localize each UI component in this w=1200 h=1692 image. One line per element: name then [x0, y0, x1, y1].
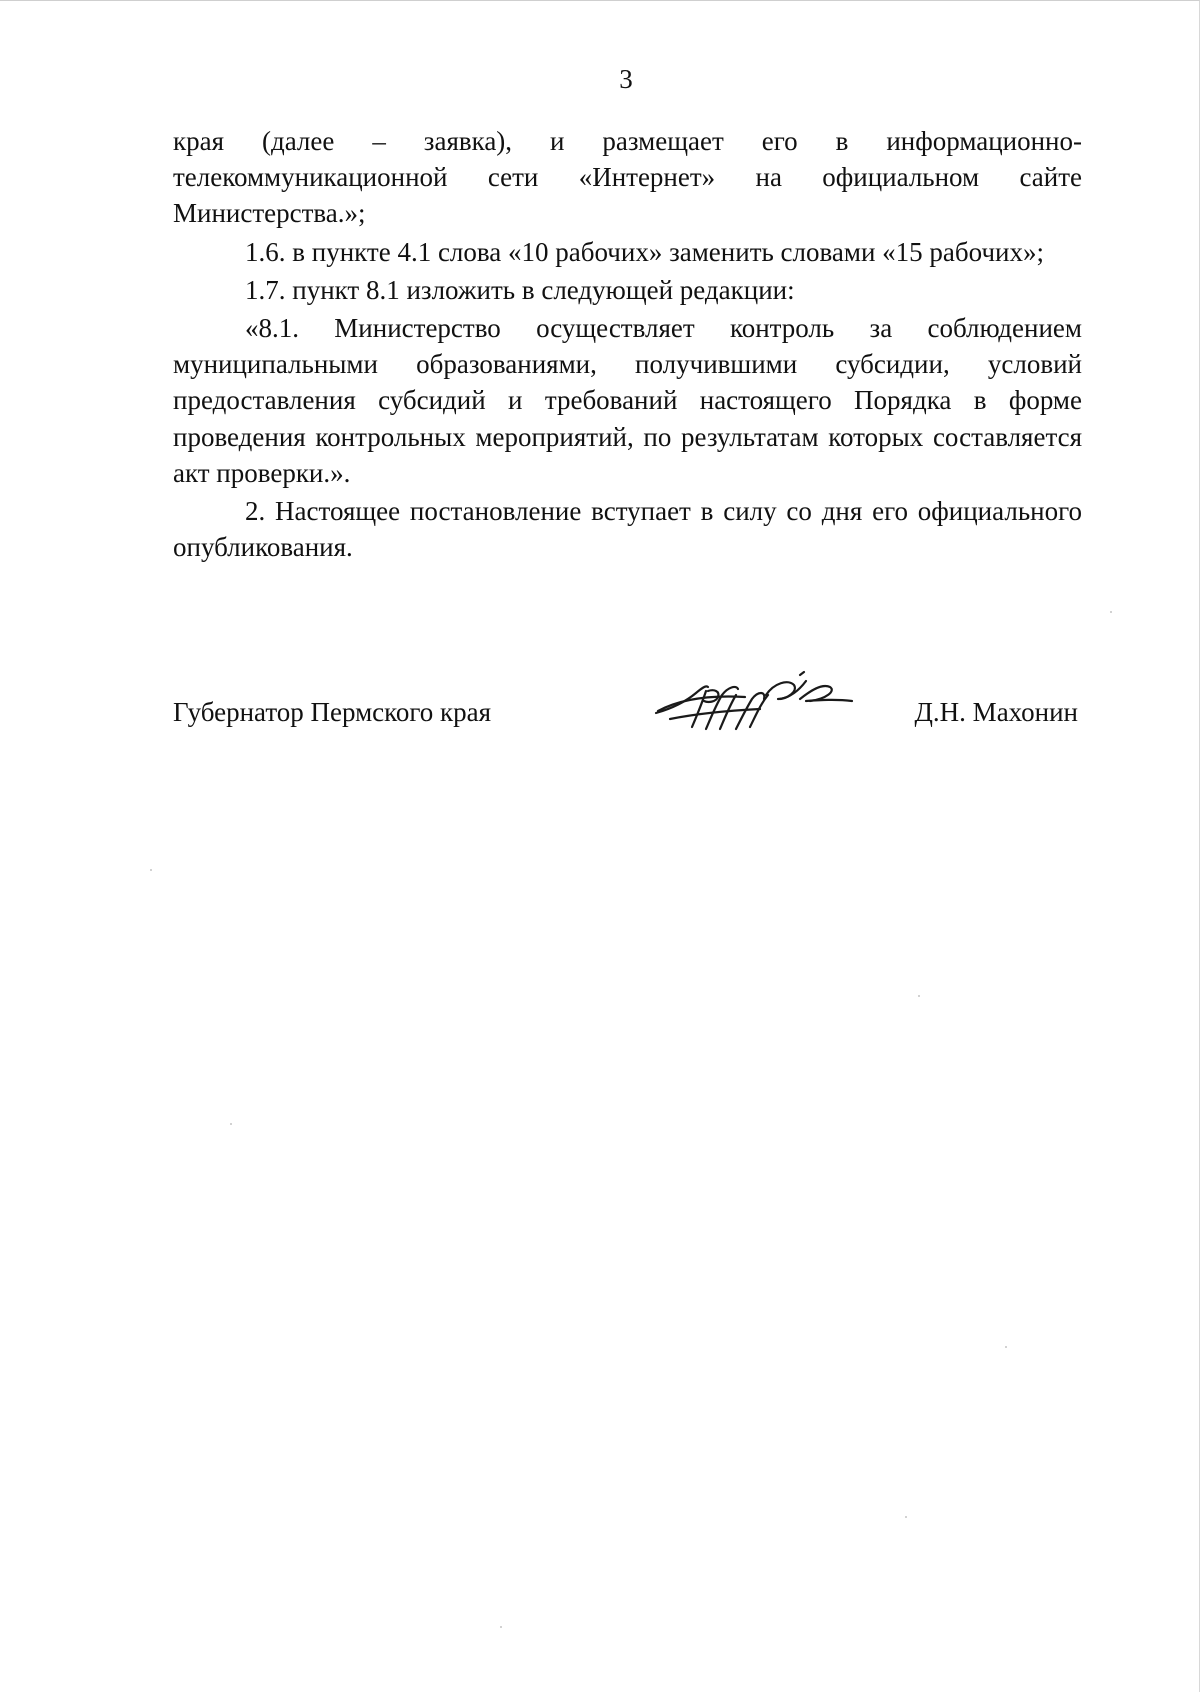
scan-speck: [918, 995, 920, 997]
signatory-position: Губернатор Пермского края: [173, 697, 492, 727]
page-number: 3: [619, 64, 633, 94]
handwritten-signature-icon: [650, 669, 860, 749]
scan-speck: [1110, 611, 1112, 613]
scan-speck: [1005, 1346, 1007, 1348]
paragraph-continuation: края (далее – заявка), и размещает его в информационно-телекоммуникационной сети «Интернет» на официальном сайте Министерства.»;: [173, 126, 1082, 229]
paragraph-item-1-7: 1.7. пункт 8.1 изложить в следующей редакции:: [245, 274, 795, 305]
scan-speck: [150, 869, 152, 871]
signature-block: [173, 694, 1078, 734]
paragraph-item-8-1: «8.1. Министерство осуществляет контроль за соблюдением муниципальными образованиями, получившими субсидии, условий предоставления субсидий и требований настоящего Порядка в форме проведения контрольных мероприятий, по результатам которых составляется акт проверки.».: [173, 313, 1082, 488]
signatory-name: Д.Н. Махонин: [914, 697, 1078, 727]
scan-speck: [500, 1626, 502, 1628]
document-body: [173, 123, 1082, 565]
paragraph-item-2: 2. Настоящее постановление вступает в силу со дня его официального опубликования.: [173, 496, 1082, 563]
paragraph-item-1-6: 1.6. в пункте 4.1 слова «10 рабочих» заменить словами «15 рабочих»;: [245, 236, 1044, 267]
scan-speck: [905, 1516, 907, 1518]
scan-speck: [230, 1123, 232, 1125]
